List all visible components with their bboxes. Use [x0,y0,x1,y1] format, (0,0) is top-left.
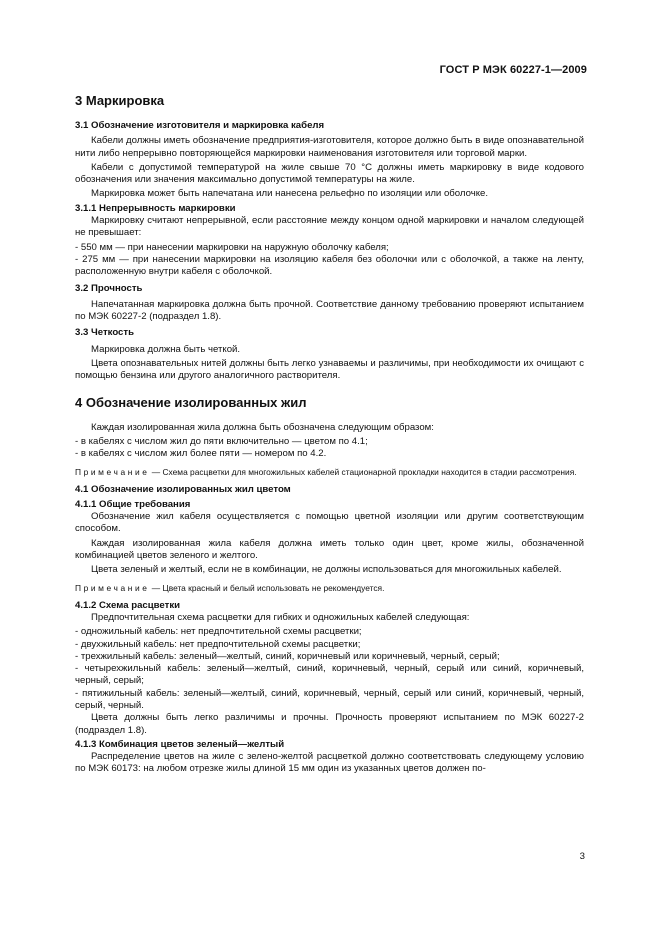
note-label: Примечание [75,582,150,593]
page-content [75,93,584,778]
paragraph: Кабели должны иметь обозначение предприятия-изготовителя, которое должно быть в виде опознавательной нити либо непрерывно повторяющейся маркировки наименования изготовителя или торговой марки. [75,135,584,159]
note [75,467,584,478]
subsection-3-1-1-heading: 3.1.1 Непрерывность маркировки [75,202,236,214]
paragraph: Цвета опознавательных нитей должны быть легко узнаваемы и различимы, при необходимости их очищают с помощью бензина или другого аналогичного растворителя. [75,358,584,382]
list-item: - одножильный кабель: нет предпочтительной схемы расцветки; [75,626,362,638]
subsection-3-3-heading: 3.3 Четкость [75,327,134,339]
section-3-heading: 3 Маркировка [75,93,165,108]
list-item: - трехжильный кабель: зеленый—желтый, синий, коричневый или коричневый, черный, серый; [75,650,500,662]
list-item: - двухжильный кабель: нет предпочтительной схемы расцветки; [75,638,361,650]
document-code-header: ГОСТ Р МЭК 60227-1—2009 [439,64,587,76]
paragraph: Предпочтительная схема расцветки для гибких и одножильных кабелей следующая: [91,611,470,623]
note-label: Примечание [75,466,150,477]
note-text: — Схема расцветки для многожильных кабелей стационарной прокладки находится в стадии рассмотрения. [149,466,577,477]
paragraph: Цвета должны быть легко различимы и прочны. Прочность проверяют испытанием по МЭК 60227-2 (подраздел 1.8). [75,712,584,736]
paragraph: Распределение цветов на жиле с зелено-желтой расцветкой должно соответствовать следующему условию по МЭК 60173: на любом отрезке жилы длиной 15 мм один из указанных цветов должен по- [75,751,584,775]
list-item: - в кабелях с числом жил более пяти — номером по 4.2. [75,448,327,460]
subsection-3-2-heading: 3.2 Прочность [75,282,143,294]
paragraph: Цвета зеленый и желтый, если не в комбинации, не должны использоваться для многожильных кабелей. [91,564,562,576]
paragraph: Каждая изолированная жила кабеля должна иметь только один цвет, кроме жилы, обозначенной комбинацией цветов зеленого и желтого. [75,537,584,562]
paragraph: Напечатанная маркировка должна быть прочной. Соответствие данному требованию проверяют испытанием по МЭК 60227-2 (подраздел 1.8). [75,298,584,323]
paragraph: Обозначение жил кабеля осуществляется с помощью цветной изоляции или другим соответствующим способом. [75,511,584,535]
paragraph: Кабели с допустимой температурой на жиле свыше 70 °С должны иметь маркировку в виде кодового обозначения или значения максимально допустимой температуры на жиле. [75,161,584,186]
paragraph: Каждая изолированная жила должна быть обозначена следующим образом: [91,421,434,433]
paragraph: Маркировку считают непрерывной, если расстояние между концом одной маркировки и началом следующей не превышает: [75,215,584,239]
note [75,583,584,594]
paragraph: Маркировка может быть напечатана или нанесена рельефно по изоляции или оболочке. [91,188,489,200]
list-item: - четырехжильный кабель: зеленый—желтый, синий, коричневый, черный, серый или синий, коричневый, черный, серый; [75,663,584,687]
list-item: - 550 мм — при нанесении маркировки на наружную оболочку кабеля; [75,241,389,253]
page-number: 3 [579,851,585,862]
subsection-3-1-heading: 3.1 Обозначение изготовителя и маркировка кабеля [75,120,325,131]
subsection-4-1-heading: 4.1 Обозначение изолированных жил цветом [75,483,291,495]
list-item: - в кабелях с числом жил до пяти включительно — цветом по 4.1; [75,435,368,447]
subsection-4-1-2-heading: 4.1.2 Схема расцветки [75,599,181,611]
list-item: - пятижильный кабель: зеленый—желтый, синий, коричневый, черный, серый или синий, коричневый, черный, серый, черный. [75,687,584,711]
note-text: — Цвета красный и белый использовать не рекомендуется. [149,582,385,593]
subsection-4-1-1-heading: 4.1.1 Общие требования [75,498,191,510]
paragraph: Маркировка должна быть четкой. [91,343,241,355]
subsection-4-1-3-heading: 4.1.3 Комбинация цветов зеленый—желтый [75,738,285,750]
list-item: - 275 мм — при нанесении маркировки на изоляцию кабеля без оболочки или с оболочкой, а также на ленту, расположенную внутри кабеля с оболочкой. [75,253,584,278]
section-4-heading: 4 Обозначение изолированных жил [75,394,307,410]
